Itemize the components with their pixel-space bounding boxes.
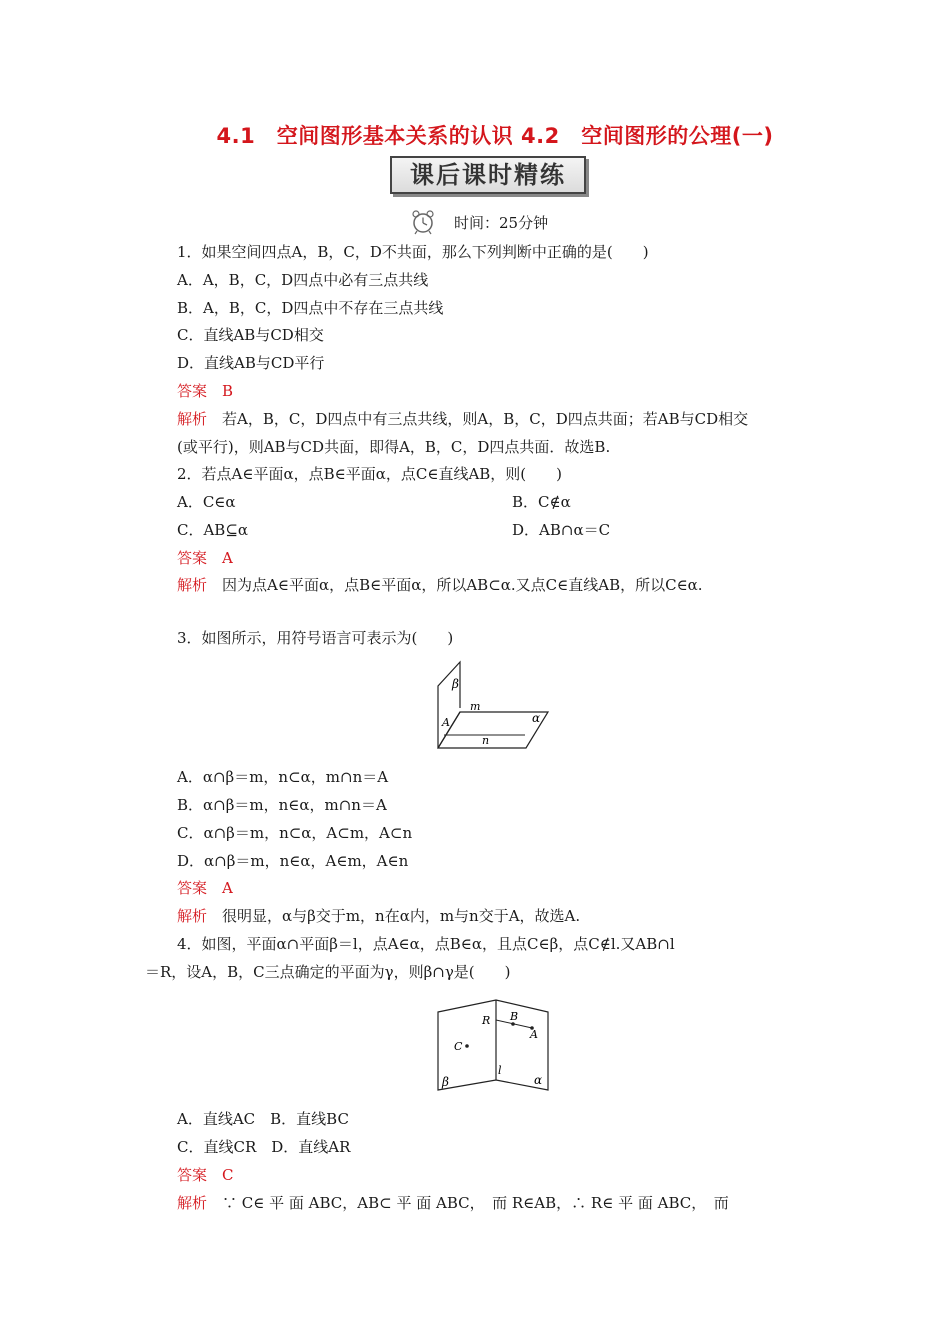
question-4-continued: ＝R，设A，B，C三点确定的平面为γ，则β∩γ是( ) [145, 963, 511, 981]
q2-option-a: A．C∈α [177, 493, 236, 511]
q1-option-c: C．直线AB与CD相交 [177, 326, 324, 344]
q3-explanation-text: 很明显，α与β交于m，n在α内，m与n交于A，故选A. [207, 907, 581, 925]
fig2-label-A: A [530, 1028, 538, 1041]
figure-planes-alpha-beta [430, 660, 555, 752]
q2-option-d: D．AB∩α＝C [512, 521, 611, 539]
question-4: 4．如图，平面α∩平面β＝l，点A∈α，点B∈α，且点C∈β，点C∉l.又AB∩l [177, 935, 675, 953]
fig2-label-C: C [454, 1040, 463, 1053]
fig1-label-A: A [442, 716, 450, 729]
q4-options-ab: A．直线AC B．直线BC [177, 1110, 349, 1128]
q4-options-cd: C．直线CR D．直线AR [177, 1138, 351, 1156]
explanation-label: 解析 [177, 1194, 208, 1212]
q4-explanation [177, 1193, 729, 1213]
page-title: 4.1 空间图形基本关系的认识 4.2 空间图形的公理(一) [216, 124, 774, 148]
q2-explanation [177, 575, 703, 595]
fig2-label-alpha: α [534, 1073, 543, 1087]
q1-option-d: D．直线AB与CD平行 [177, 354, 325, 372]
q3-option-a: A．α∩β＝m，n⊂α，m∩n＝A [177, 768, 389, 786]
q4-answer: 答案 C [177, 1166, 234, 1184]
q1-explanation-line-2: (或平行)，则AB与CD共面，即得A，B，C，D四点共面．故选B. [177, 438, 611, 456]
q1-option-b: B．A，B，C，D四点中不存在三点共线 [177, 299, 444, 317]
question-3: 3．如图所示，用符号语言可表示为( ) [177, 629, 454, 647]
time-label: 时间：25分钟 [454, 213, 549, 232]
question-2: 2．若点A∈平面α，点B∈平面α，点C∈直线AB，则( ) [177, 465, 563, 483]
q1-explanation-line-1 [177, 409, 748, 429]
time-limit [410, 208, 548, 236]
q1-answer: 答案 B [177, 382, 234, 400]
q4-explanation-text: ∵ C∈ 平 面 ABC，AB⊂ 平 面 ABC， 而 R∈AB，∴ R∈ 平 面 ABC， 而 [207, 1194, 729, 1212]
fig2-label-B: B [510, 1010, 519, 1023]
fig1-label-alpha: α [532, 711, 541, 725]
explanation-label: 解析 [177, 410, 208, 428]
fig1-label-m: m [470, 700, 481, 713]
q1-explanation-text: 若A，B，C，D四点中有三点共线，则A，B，C，D四点共面；若AB与CD相交 [207, 410, 749, 428]
q3-answer: 答案 A [177, 879, 233, 897]
q3-option-d: D．α∩β＝m，n∈α，A∈m，A∈n [177, 852, 409, 870]
q3-explanation [177, 906, 580, 926]
q1-option-a: A．A，B，C，D四点中必有三点共线 [177, 271, 429, 289]
q3-option-b: B．α∩β＝m，n∈α，m∩n＝A [177, 796, 387, 814]
q2-option-c: C．AB⊆α [177, 521, 249, 539]
section-banner: 课后课时精练 [390, 156, 586, 194]
fig1-label-beta: β [452, 677, 459, 691]
fig2-label-R: R [482, 1014, 491, 1027]
fig2-label-beta: β [442, 1075, 449, 1089]
q2-answer: 答案 A [177, 549, 233, 567]
question-1: 1．如果空间四点A，B，C，D不共面，那么下列判断中正确的是( ) [177, 243, 649, 261]
alarm-clock-icon [410, 209, 436, 235]
fig2-label-l: l [498, 1064, 502, 1077]
fig1-label-n: n [482, 734, 490, 747]
explanation-label: 解析 [177, 907, 208, 925]
explanation-label: 解析 [177, 576, 208, 594]
q2-explanation-text: 因为点A∈平面α，点B∈平面α，所以AB⊂α.又点C∈直线AB，所以C∈α. [207, 576, 703, 594]
figure-planes-alpha-beta-l [436, 998, 552, 1092]
q3-option-c: C．α∩β＝m，n⊂α，A⊂m，A⊂n [177, 824, 413, 842]
q2-option-b: B．C∉α [512, 493, 571, 511]
